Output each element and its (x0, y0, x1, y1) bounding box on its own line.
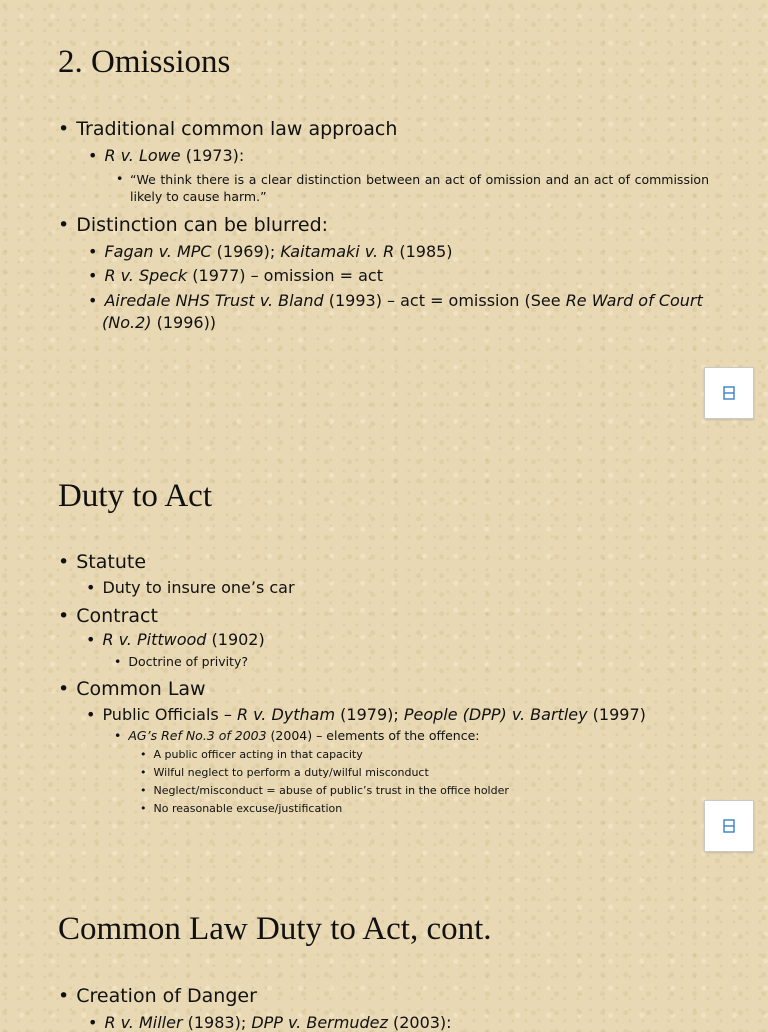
case-year: (2003): (387, 1013, 452, 1032)
bullet-marker: • (116, 171, 124, 186)
element-item (140, 748, 363, 761)
case-year: (1969); (211, 242, 281, 261)
case-name: People (DPP) v. Bartley (403, 705, 588, 724)
bullet-miller (88, 1013, 452, 1032)
case-name: R v. Lowe (104, 146, 181, 165)
slide-thumbnail-icon (723, 819, 735, 833)
bullet-speck (88, 266, 383, 285)
element-text: Neglect/misconduct = abuse of public’s trust in the office holder (153, 784, 509, 797)
case-name: R v. Pittwood (102, 630, 207, 649)
bullet-fagan (88, 242, 453, 261)
case-year: (1996)) (151, 313, 217, 332)
bullet-ags-ref (114, 728, 479, 743)
case-name: (No.2) (102, 313, 152, 332)
bullet-common-law (58, 678, 206, 700)
case-name: Airedale NHS Trust v. Bland (104, 291, 324, 310)
case-name: AG’s Ref No.3 of 2003 (128, 728, 267, 743)
bullet-insure (86, 578, 295, 597)
case-name: R v. Miller (104, 1013, 183, 1032)
bullet-bland (88, 291, 703, 310)
slide-thumbnail-icon (723, 386, 735, 400)
section-title-duty: Duty to Act (58, 478, 212, 514)
case-year: (1985) (394, 242, 453, 261)
bullet-statute (58, 551, 146, 573)
bullet-text: Statute (76, 551, 147, 573)
case-name: R v. Speck (104, 266, 188, 285)
case-year: (1977) – omission = act (187, 266, 383, 285)
element-item (140, 784, 509, 797)
bullet-distinction (58, 214, 328, 236)
case-year: (1983); (182, 1013, 252, 1032)
bullet-bland-cont (102, 313, 216, 332)
case-name: Re Ward of Court (565, 291, 703, 310)
bullet-text: Creation of Danger (76, 985, 257, 1007)
bullet-creation-danger (58, 985, 257, 1007)
case-name: Kaitamaki v. R (280, 242, 395, 261)
case-year: (1997) (587, 705, 646, 724)
bullet-text: Common Law (76, 678, 206, 700)
page-title: 2. Omissions (58, 44, 231, 80)
element-text: Wilful neglect to perform a duty/wilful misconduct (153, 766, 429, 779)
bullet-lowe (88, 146, 244, 165)
element-item (140, 802, 342, 815)
case-name: DPP v. Bermudez (251, 1013, 388, 1032)
case-year: (1979); (335, 705, 404, 724)
case-note: (1993) – act = omission (See (323, 291, 566, 310)
quote-lowe (116, 171, 709, 205)
case-year: (1973): (180, 146, 245, 165)
element-text: No reasonable excuse/justification (153, 802, 343, 815)
bullet-text: Duty to insure one’s car (102, 578, 295, 597)
element-item (140, 766, 429, 779)
case-name: R v. Dytham (236, 705, 336, 724)
section-title-common-law: Common Law Duty to Act, cont. (58, 911, 492, 947)
case-year: (1902) (206, 630, 265, 649)
bullet-pittwood (86, 630, 265, 649)
case-note: (2004) – elements of the offence: (266, 728, 480, 743)
bullet-text: Doctrine of privity? (128, 654, 248, 669)
case-name: Fagan v. MPC (104, 242, 212, 261)
slide-thumbnail-button[interactable] (704, 800, 754, 852)
bullet-text: Contract (76, 605, 158, 627)
bullet-text: Public Officials – (102, 705, 237, 724)
slide-thumbnail-button[interactable] (704, 367, 754, 419)
bullet-privity (114, 654, 248, 669)
bullet-traditional (58, 118, 397, 140)
bullet-text: Traditional common law approach (76, 118, 398, 140)
bullet-public-officials (86, 705, 646, 724)
element-text: A public officer acting in that capacity (153, 748, 363, 761)
quote-text: “We think there is a clear distinction between an act of omission and an act of commission likely to cause harm.” (130, 172, 709, 204)
bullet-contract (58, 605, 158, 627)
bullet-text: Distinction can be blurred: (76, 214, 329, 236)
